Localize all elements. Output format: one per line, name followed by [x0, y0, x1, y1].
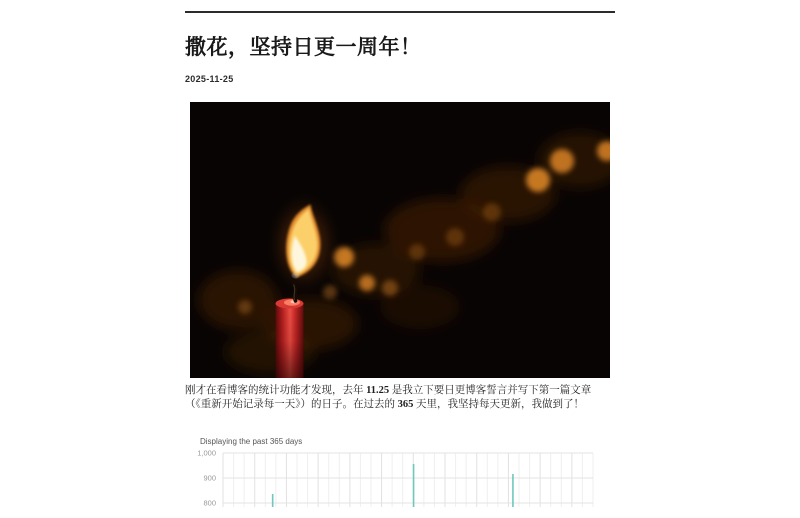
svg-text:800: 800: [203, 498, 216, 507]
candle: [276, 299, 304, 379]
paragraph-text-2: 是我立下要日更博客誓言并写下第一篇文章（《重新开始记录每一天》）的日子。在过去的: [185, 385, 592, 410]
activity-chart-section: [185, 433, 615, 507]
post-title: 撒花，坚持日更一周年！: [185, 35, 422, 59]
post-paragraph: [185, 384, 615, 411]
post-date: 2025-11-25: [185, 74, 234, 84]
anniversary-date-number: 11.25: [366, 385, 390, 396]
blog-page: [0, 11, 800, 518]
svg-text:Displaying the past 365 days: Displaying the past 365 days: [200, 437, 303, 446]
candle-photo-svg: [190, 102, 610, 378]
svg-text:1,000: 1,000: [197, 448, 216, 458]
top-divider: [185, 11, 615, 13]
candle-photo: [190, 102, 610, 378]
svg-text:900: 900: [203, 473, 216, 483]
days-count-number: 365: [397, 398, 414, 410]
activity-chart[interactable]: [185, 433, 615, 507]
paragraph-text-1: 刚才在看博客的统计功能才发现，去年: [185, 385, 367, 396]
article-column: [185, 11, 615, 507]
paragraph-text-3: 天里，我坚持每天更新，我做到了！: [413, 398, 584, 410]
